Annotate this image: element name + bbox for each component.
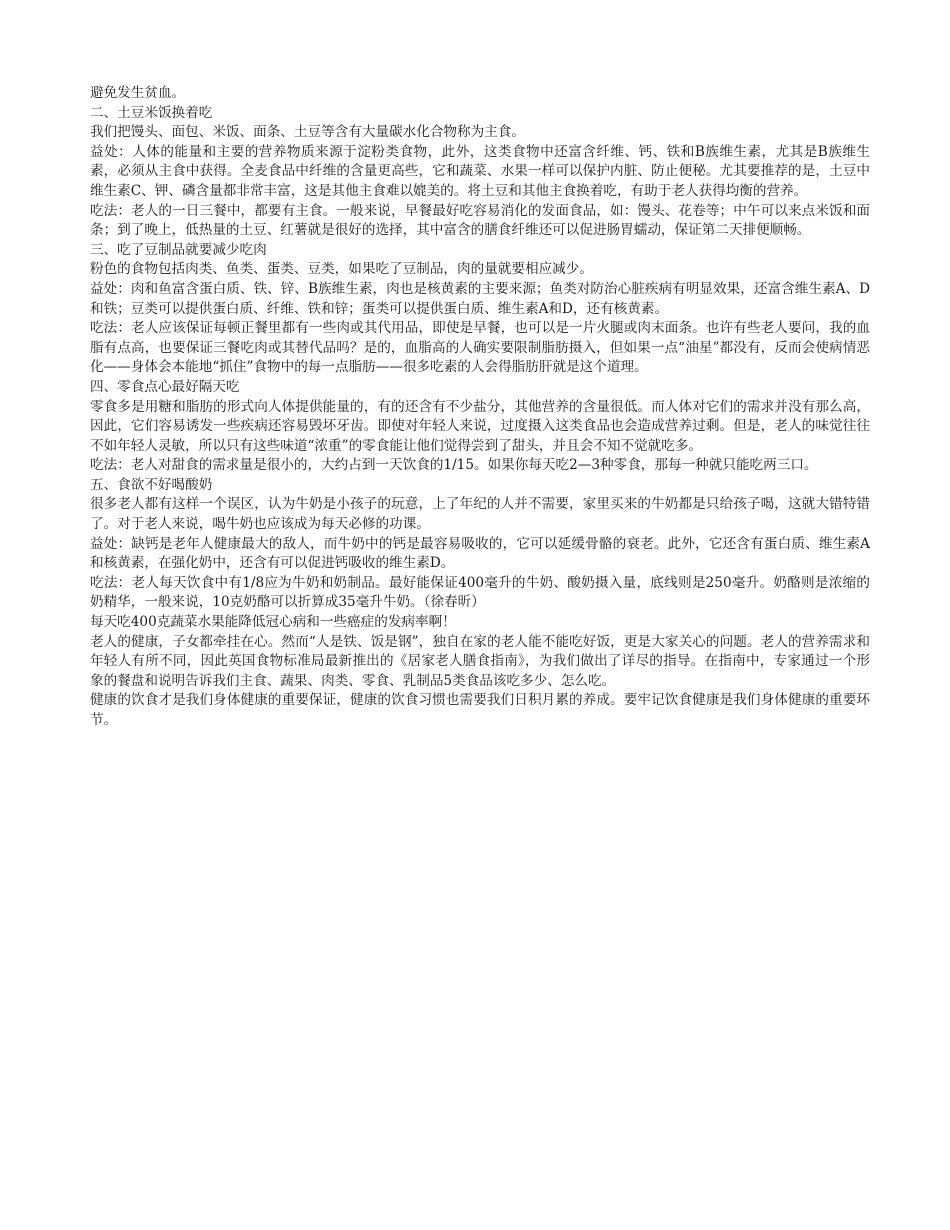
paragraph-protein-benefit: 益处：肉和鱼富含蛋白质、铁、锌、B族维生素，肉也是核黄素的主要来源；鱼类对防治心脏疾病有明显效果，还富含维生素A、D和铁；豆类可以提供蛋白质、纤维、铁和锌；蛋类可以提供蛋白质、维生素A和D，还有核黄素。 [90, 280, 870, 317]
heading-section-3: 三、吃了豆制品就要减少吃肉 [90, 241, 267, 258]
paragraph-staple-method: 吃法：老人的一日三餐中，都要有主食。一般来说，早餐最好吃容易消化的发面食品，如：馒头、花卷等；中午可以来点米饭和面条；到了晚上，低热量的土豆、红薯就是很好的选择，其中富含的膳食纤维还可以促进肠胃蠕动，保证第二天排便顺畅。 [90, 202, 870, 239]
document-body [90, 84, 870, 731]
paragraph-milk-method: 吃法：老人每天饮食中有1/8应为牛奶和奶制品。最好能保证400毫升的牛奶、酸奶摄入量，底线则是250毫升。奶酪则是浓缩的奶精华，一般来说，10克奶酪可以折算成35毫升牛奶。（徐春昕） [90, 574, 870, 611]
paragraph-anemia: 避免发生贫血。 [90, 85, 186, 101]
paragraph-snack-method: 吃法：老人对甜食的需求量是很小的，大约占到一天饮食的1/15。如果你每天吃2—3种零食，那每一种就只能吃两三口。 [90, 457, 818, 474]
paragraph-snack-intro: 零食多是用糖和脂肪的形式向人体提供能量的，有的还含有不少盐分，其他营养的含量很低。而人体对它们的需求并没有那么高，因此，它们容易诱发一些疾病还容易毁坏牙齿。即使对年轻人来说，过度摄入这类食品也会造成营养过剩。但是，老人的味觉往往不如年轻人灵敏，所以只有这些味道“浓重”的零食能让他们觉得尝到了甜头，并且会不知不觉就吃多。 [90, 398, 870, 454]
heading-section-5: 五、食欲不好喝酸奶 [90, 476, 213, 493]
paragraph-protein-method: 吃法：老人应该保证每顿正餐里都有一些肉或其代用品，即使是早餐，也可以是一片火腿或肉末面条。也许有些老人要问，我的血脂有点高，也要保证三餐吃肉或其替代品吗？是的，血脂高的人确实要限制脂肪摄入，但如果一点“油星”都没有，反而会使病情恶化——身体会本能地“抓住”食物中的每一点脂肪——很多吃素的人会得脂肪肝就是这个道理。 [90, 320, 870, 376]
paragraph-protein-intro: 粉色的食物包括肉类、鱼类、蛋类、豆类，如果吃了豆制品，肉的量就要相应减少。 [90, 261, 593, 278]
paragraph-staple-intro: 我们把馒头、面包、米饭、面条、土豆等含有大量碳水化合物称为主食。 [90, 124, 525, 141]
paragraph-milk-intro: 很多老人都有这样一个误区，认为牛奶是小孩子的玩意，上了年纪的人并不需要，家里买来的牛奶都是只给孩子喝，这就大错特错了。对于老人来说，喝牛奶也应该成为每天必修的功课。 [90, 496, 870, 533]
paragraph-guide-intro: 老人的健康，子女都牵挂在心。然而“人是铁、饭是钢”，独自在家的老人能不能吃好饭，更是大家关心的问题。老人的营养需求和年轻人有所不同，因此英国食物标准局最新推出的《居家老人膳食指南》，为我们做出了详尽的指导。在指南中，专家通过一个形象的餐盘和说明告诉我们主食、蔬果、肉类、零食、乳制品5类食品该吃多少、怎么吃。 [90, 633, 870, 689]
heading-section-2: 二、土豆米饭换着吃 [90, 104, 213, 121]
paragraph-conclusion: 健康的饮食才是我们身体健康的重要保证，健康的饮食习惯也需要我们日积月累的养成。要牢记饮食健康是我们身体健康的重要环节。 [90, 692, 870, 728]
heading-section-4: 四、零食点心最好隔天吃 [90, 378, 240, 395]
paragraph-milk-benefit: 益处：缺钙是老年人健康最大的敌人，而牛奶中的钙是最容易吸收的，它可以延缓骨骼的衰老。此外，它还含有蛋白质、维生素A和核黄素，在强化奶中，还含有可以促进钙吸收的维生素D。 [90, 535, 870, 572]
paragraph-vegetables-note: 每天吃400克蔬菜水果能降低冠心病和一些癌症的发病率啊！ [90, 614, 456, 631]
paragraph-staple-benefit: 益处：人体的能量和主要的营养物质来源于淀粉类食物，此外，这类食物中还富含纤维、钙、铁和B族维生素，尤其是B族维生素，必须从主食中获得。全麦食品中纤维的含量更高些，它和蔬菜、水果一样可以保护内脏、防止便秘。尤其要推荐的是，土豆中维生素C、钾、磷含量都非常丰富，这是其他主食难以媲美的。将土豆和其他主食换着吃，有助于老人获得均衡的营养。 [90, 143, 870, 199]
